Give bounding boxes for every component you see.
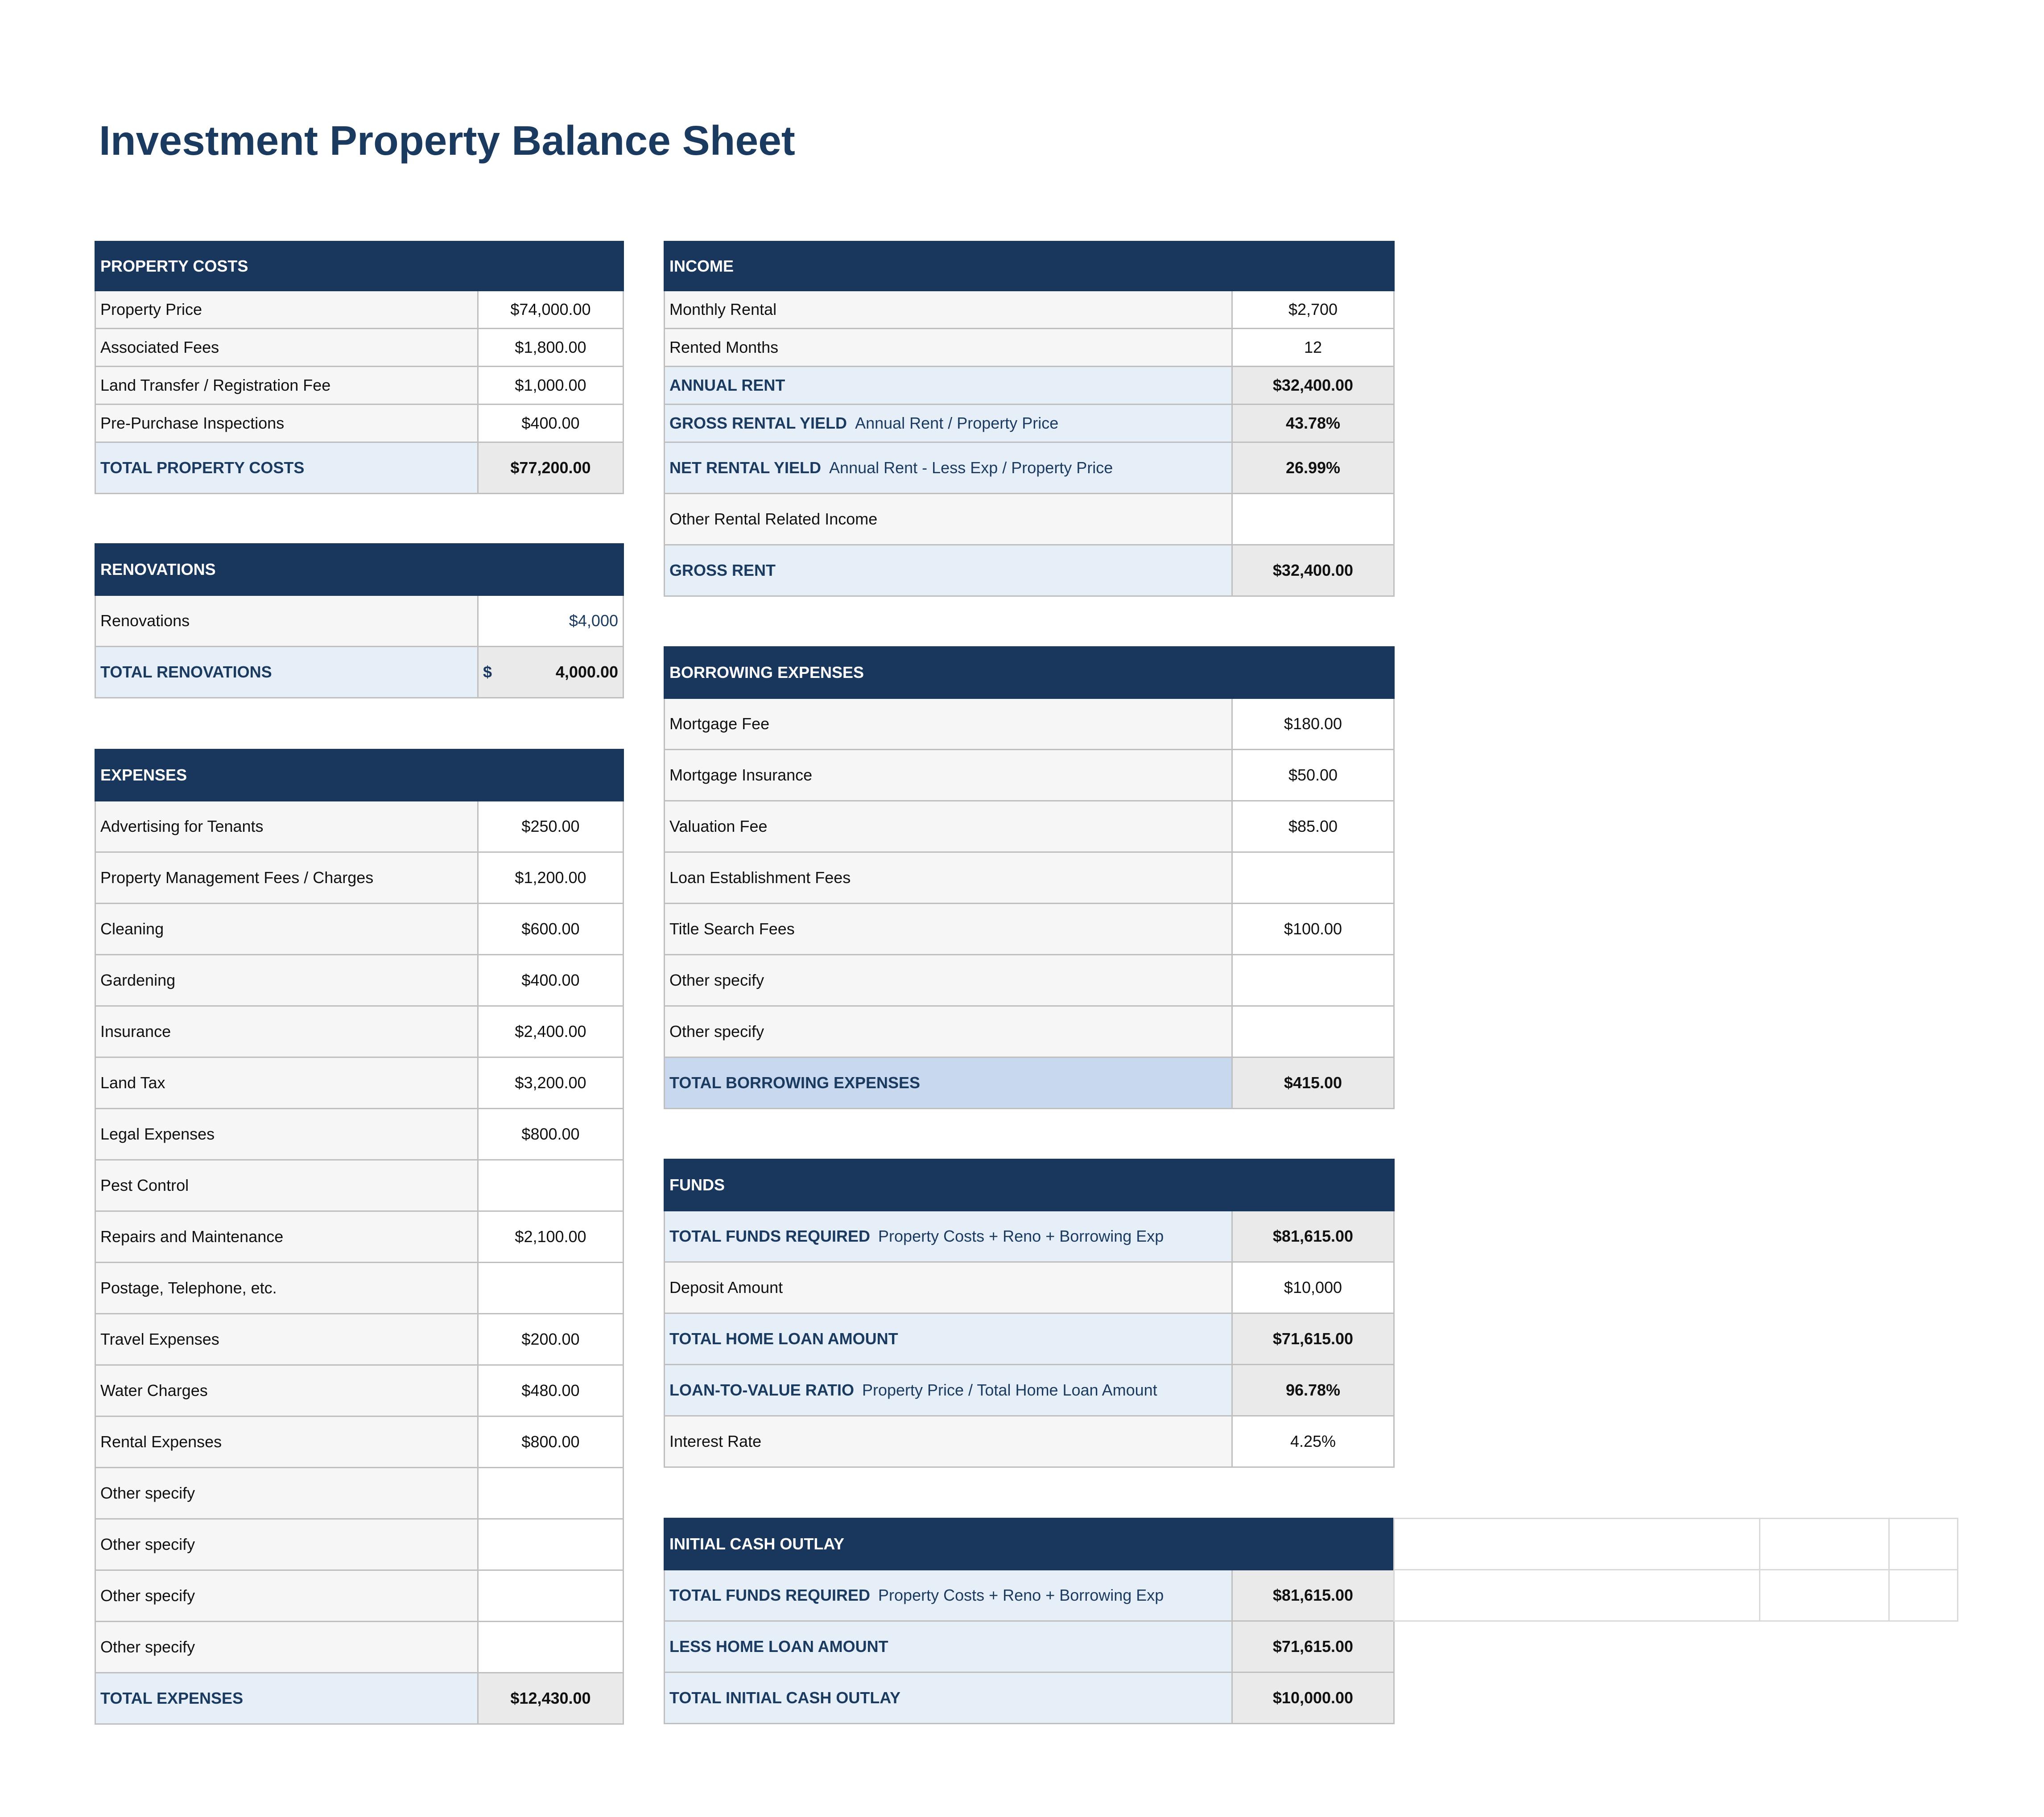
row-label: Other specify — [665, 955, 1232, 1006]
total-expenses-value: $12,430.00 — [478, 1673, 624, 1724]
total-initial-cash-outlay-value: $10,000.00 — [1232, 1672, 1394, 1724]
table-row — [95, 367, 624, 405]
page-title: Investment Property Balance Sheet — [99, 117, 795, 164]
table-row — [665, 329, 1394, 367]
total-expenses-label: TOTAL EXPENSES — [95, 1673, 478, 1724]
table-row — [95, 1057, 624, 1109]
row-value[interactable] — [478, 1160, 624, 1211]
annual-rent-label: ANNUAL RENT — [665, 367, 1232, 405]
row-value[interactable]: $180.00 — [1232, 698, 1394, 750]
outlay-total-funds-required-formula: Property Costs + Reno + Borrowing Exp — [878, 1586, 1164, 1604]
table-row — [95, 1570, 624, 1622]
table-row — [95, 1006, 624, 1057]
table-row — [95, 1416, 624, 1468]
total-renovations-amount: 4,000.00 — [555, 663, 618, 681]
interest-rate-label: Interest Rate — [665, 1416, 1232, 1467]
total-row — [95, 442, 624, 494]
row-value[interactable]: $1,200.00 — [478, 852, 624, 904]
table-row — [665, 904, 1394, 955]
funds-table — [664, 1159, 1395, 1468]
net-rental-yield-title: NET RENTAL YIELD — [669, 458, 822, 477]
monthly-rental-label: Monthly Rental — [665, 291, 1232, 329]
outlay-total-funds-required-label — [665, 1570, 1232, 1621]
row-label: Other specify — [95, 1622, 478, 1673]
table-row — [95, 904, 624, 955]
expenses-table — [95, 749, 624, 1725]
table-row — [95, 1109, 624, 1160]
row-label: Postage, Telephone, etc. — [95, 1263, 478, 1314]
total-row — [665, 405, 1394, 442]
income-table — [664, 241, 1395, 597]
table-row — [665, 494, 1394, 545]
total-property-costs-label: TOTAL PROPERTY COSTS — [95, 442, 478, 494]
row-value[interactable]: $3,200.00 — [478, 1057, 624, 1109]
empty-cell[interactable] — [1889, 1519, 1958, 1570]
row-value[interactable]: $85.00 — [1232, 801, 1394, 852]
gross-rental-yield-value: 43.78% — [1232, 405, 1394, 442]
row-value[interactable]: $74,000.00 — [478, 291, 624, 329]
row-value[interactable]: $2,100.00 — [478, 1211, 624, 1263]
row-value[interactable]: $1,000.00 — [478, 367, 624, 405]
table-row — [95, 1365, 624, 1416]
gross-rental-yield-title: GROSS RENTAL YIELD — [669, 414, 847, 432]
row-label: Insurance — [95, 1006, 478, 1057]
total-renovations-label: TOTAL RENOVATIONS — [95, 647, 478, 698]
borrowing-expenses-header: BORROWING EXPENSES — [665, 647, 1394, 698]
total-initial-cash-outlay-label: TOTAL INITIAL CASH OUTLAY — [665, 1672, 1232, 1724]
table-row — [95, 405, 624, 442]
monthly-rental-value[interactable]: $2,700 — [1232, 291, 1394, 329]
ltv-ratio-title: LOAN-TO-VALUE RATIO — [669, 1381, 854, 1399]
total-borrowing-expenses-label: TOTAL BORROWING EXPENSES — [665, 1057, 1232, 1109]
row-value[interactable]: $480.00 — [478, 1365, 624, 1416]
empty-cells-grid — [1393, 1518, 1958, 1622]
empty-cell[interactable] — [1394, 1570, 1760, 1621]
renovations-value[interactable]: $4,000 — [478, 595, 624, 647]
row-label: Advertising for Tenants — [95, 801, 478, 852]
deposit-amount-label: Deposit Amount — [665, 1262, 1232, 1313]
table-row — [665, 1006, 1394, 1057]
table-row — [95, 595, 624, 647]
row-value[interactable]: $800.00 — [478, 1416, 624, 1468]
row-label: Rental Expenses — [95, 1416, 478, 1468]
row-value[interactable]: $600.00 — [478, 904, 624, 955]
gross-rent-value: $32,400.00 — [1232, 545, 1394, 596]
row-value[interactable]: $400.00 — [478, 955, 624, 1006]
row-label: Valuation Fee — [665, 801, 1232, 852]
row-label: Other specify — [95, 1570, 478, 1622]
table-row — [95, 1263, 624, 1314]
total-row — [665, 1365, 1394, 1416]
other-income-label: Other Rental Related Income — [665, 494, 1232, 545]
interest-rate-value[interactable]: 4.25% — [1232, 1416, 1394, 1467]
initial-cash-outlay-table — [664, 1518, 1395, 1724]
gross-rental-yield-formula: Annual Rent / Property Price — [855, 414, 1059, 432]
income-header: INCOME — [665, 242, 1394, 291]
net-rental-yield-label — [665, 442, 1232, 494]
ltv-ratio-formula: Property Price / Total Home Loan Amount — [862, 1381, 1157, 1399]
table-row — [665, 698, 1394, 750]
total-funds-required-value: $81,615.00 — [1232, 1211, 1394, 1262]
row-label: Cleaning — [95, 904, 478, 955]
row-label: Mortgage Fee — [665, 698, 1232, 750]
property-costs-table — [95, 241, 624, 494]
row-label: Water Charges — [95, 1365, 478, 1416]
table-row — [665, 801, 1394, 852]
row-value[interactable]: $1,800.00 — [478, 329, 624, 367]
row-label: Associated Fees — [95, 329, 478, 367]
row-value[interactable]: $100.00 — [1232, 904, 1394, 955]
empty-cell[interactable] — [1394, 1519, 1760, 1570]
table-row — [95, 1468, 624, 1519]
deposit-amount-value[interactable]: $10,000 — [1232, 1262, 1394, 1313]
row-label: Land Transfer / Registration Fee — [95, 367, 478, 405]
total-row — [665, 1570, 1394, 1621]
ltv-ratio-value: 96.78% — [1232, 1365, 1394, 1416]
initial-cash-outlay-header: INITIAL CASH OUTLAY — [665, 1519, 1394, 1570]
row-value[interactable] — [1232, 852, 1394, 904]
table-row — [665, 291, 1394, 329]
row-label: Mortgage Insurance — [665, 750, 1232, 801]
less-home-loan-label: LESS HOME LOAN AMOUNT — [665, 1621, 1232, 1672]
row-value[interactable] — [478, 1570, 624, 1622]
rented-months-value[interactable]: 12 — [1232, 329, 1394, 367]
table-row — [665, 750, 1394, 801]
total-row — [665, 1313, 1394, 1365]
total-row — [665, 545, 1394, 596]
row-value[interactable]: $200.00 — [478, 1314, 624, 1365]
outlay-total-funds-required-title: TOTAL FUNDS REQUIRED — [669, 1586, 871, 1604]
net-rental-yield-value: 26.99% — [1232, 442, 1394, 494]
table-row — [95, 852, 624, 904]
table-row — [95, 1314, 624, 1365]
total-row — [665, 1211, 1394, 1262]
row-label: Repairs and Maintenance — [95, 1211, 478, 1263]
empty-cell[interactable] — [1889, 1570, 1958, 1621]
total-row — [665, 1621, 1394, 1672]
rented-months-label: Rented Months — [665, 329, 1232, 367]
row-value[interactable]: $2,400.00 — [478, 1006, 624, 1057]
row-label: Loan Establishment Fees — [665, 852, 1232, 904]
gross-rental-yield-label — [665, 405, 1232, 442]
row-label: Pest Control — [95, 1160, 478, 1211]
row-value[interactable] — [478, 1263, 624, 1314]
renovations-table — [95, 543, 624, 698]
total-row — [665, 1672, 1394, 1724]
empty-cell[interactable] — [1760, 1519, 1889, 1570]
table-row — [95, 291, 624, 329]
row-label: Gardening — [95, 955, 478, 1006]
total-row — [665, 442, 1394, 494]
table-row — [95, 1211, 624, 1263]
table-row — [95, 1622, 624, 1673]
total-borrowing-expenses-value: $415.00 — [1232, 1057, 1394, 1109]
borrowing-expenses-table — [664, 646, 1395, 1109]
row-label: Other specify — [95, 1468, 478, 1519]
row-value[interactable] — [478, 1622, 624, 1673]
currency-symbol: $ — [483, 663, 492, 681]
table-row — [665, 955, 1394, 1006]
row-label: Other specify — [665, 1006, 1232, 1057]
table-row — [665, 1416, 1394, 1467]
row-label: Property Price — [95, 291, 478, 329]
total-renovations-value — [478, 647, 624, 698]
table-row — [95, 1519, 624, 1570]
row-label: Travel Expenses — [95, 1314, 478, 1365]
expenses-header: EXPENSES — [95, 750, 624, 801]
net-rental-yield-formula: Annual Rent - Less Exp / Property Price — [829, 458, 1113, 477]
row-label: Title Search Fees — [665, 904, 1232, 955]
total-home-loan-value: $71,615.00 — [1232, 1313, 1394, 1365]
table-row — [95, 801, 624, 852]
annual-rent-value: $32,400.00 — [1232, 367, 1394, 405]
table-row — [665, 852, 1394, 904]
less-home-loan-value: $71,615.00 — [1232, 1621, 1394, 1672]
row-label: Pre-Purchase Inspections — [95, 405, 478, 442]
total-row — [95, 1673, 624, 1724]
total-row — [665, 367, 1394, 405]
outlay-total-funds-required-value: $81,615.00 — [1232, 1570, 1394, 1621]
total-home-loan-label: TOTAL HOME LOAN AMOUNT — [665, 1313, 1232, 1365]
table-row — [665, 1262, 1394, 1313]
row-value[interactable] — [1232, 955, 1394, 1006]
gross-rent-label: GROSS RENT — [665, 545, 1232, 596]
row-value[interactable] — [1232, 1006, 1394, 1057]
table-row — [95, 1160, 624, 1211]
total-row — [665, 1057, 1394, 1109]
total-funds-required-label — [665, 1211, 1232, 1262]
row-value[interactable]: $800.00 — [478, 1109, 624, 1160]
table-row — [95, 955, 624, 1006]
empty-cell[interactable] — [1760, 1570, 1889, 1621]
row-value[interactable]: $50.00 — [1232, 750, 1394, 801]
other-income-value[interactable] — [1232, 494, 1394, 545]
total-funds-required-formula: Property Costs + Reno + Borrowing Exp — [878, 1227, 1164, 1245]
row-value[interactable]: $400.00 — [478, 405, 624, 442]
total-property-costs-value: $77,200.00 — [478, 442, 624, 494]
row-value[interactable] — [478, 1519, 624, 1570]
property-costs-header: PROPERTY COSTS — [95, 242, 624, 291]
row-value[interactable]: $250.00 — [478, 801, 624, 852]
row-label: Legal Expenses — [95, 1109, 478, 1160]
renovations-header: RENOVATIONS — [95, 544, 624, 595]
row-label: Land Tax — [95, 1057, 478, 1109]
row-label: Property Management Fees / Charges — [95, 852, 478, 904]
table-row — [95, 329, 624, 367]
total-row — [95, 647, 624, 698]
row-label: Other specify — [95, 1519, 478, 1570]
row-label: Renovations — [95, 595, 478, 647]
row-value[interactable] — [478, 1468, 624, 1519]
ltv-ratio-label — [665, 1365, 1232, 1416]
funds-header: FUNDS — [665, 1160, 1394, 1211]
total-funds-required-title: TOTAL FUNDS REQUIRED — [669, 1227, 871, 1245]
